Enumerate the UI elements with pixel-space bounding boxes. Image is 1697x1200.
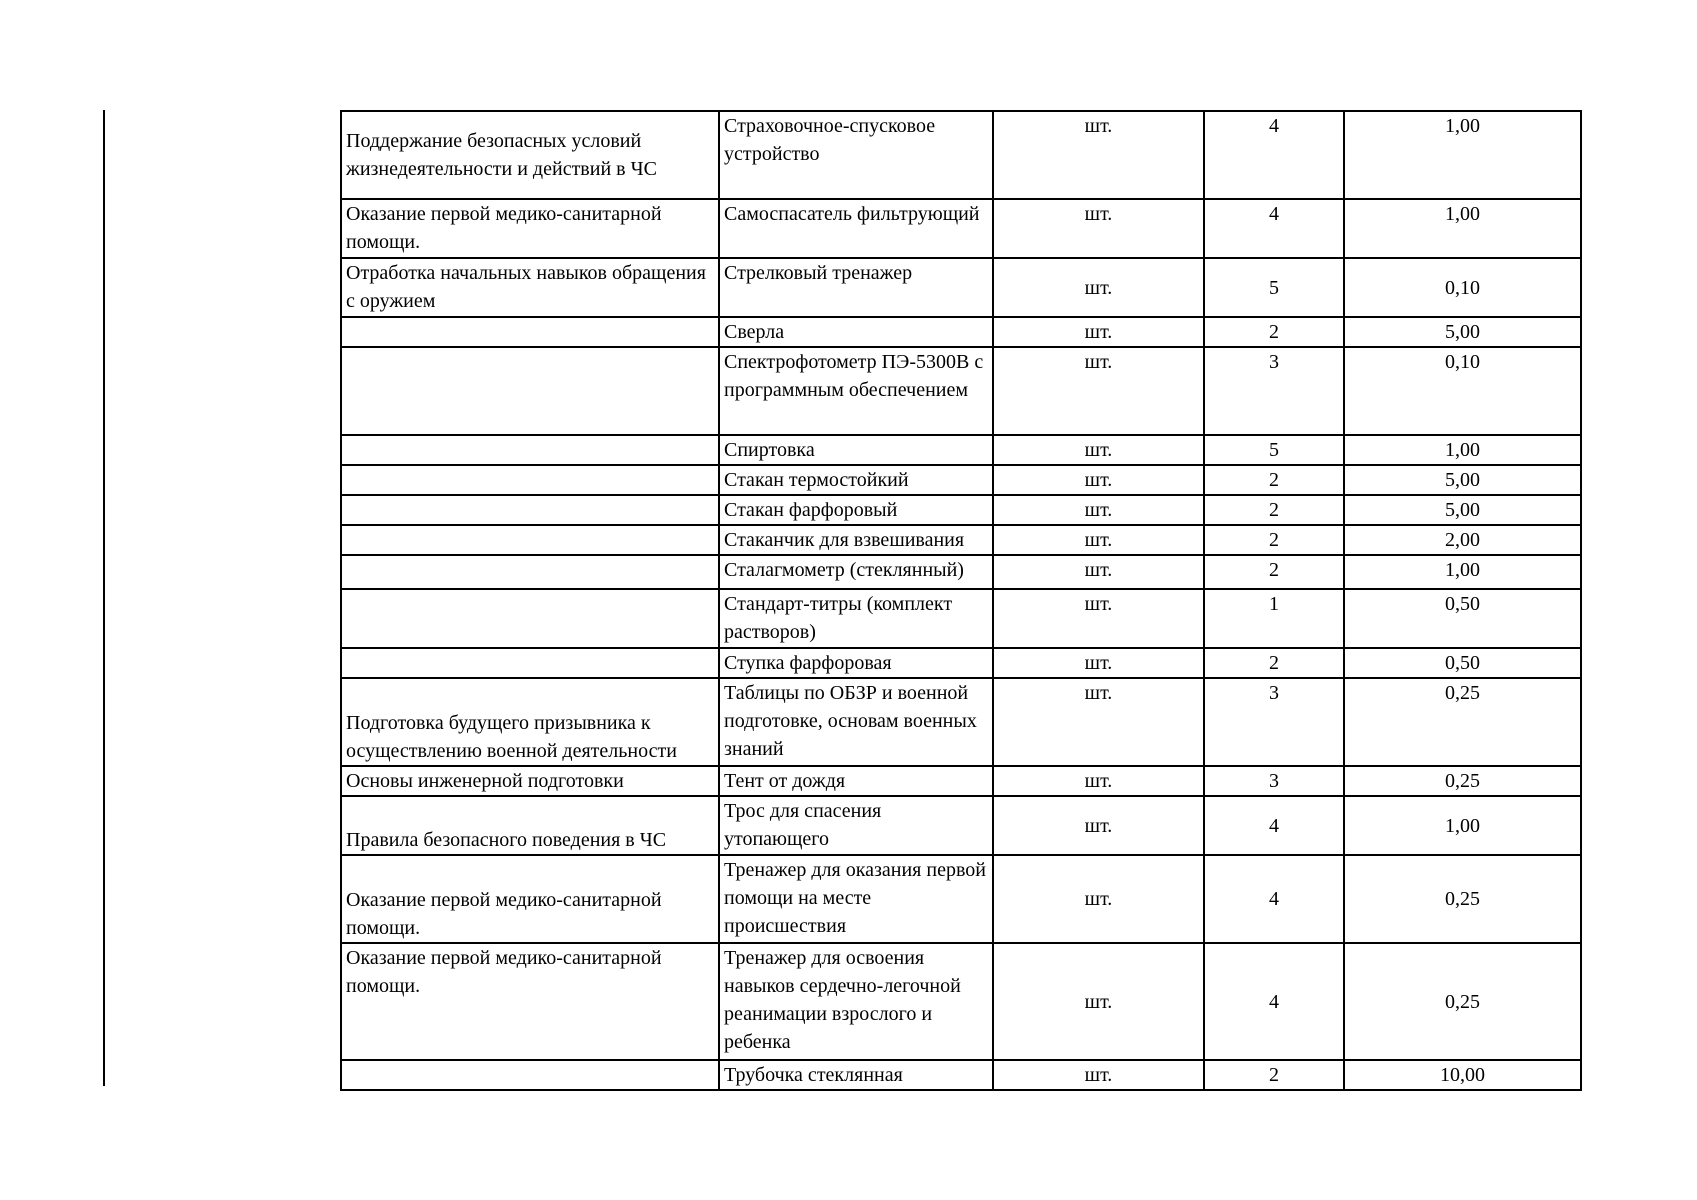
norm-cell: 5,00 [1344,317,1581,347]
unit-cell: шт. [993,555,1204,589]
item-name-cell: Спектрофотометр ПЭ-5300В с программным обеспечением [719,347,993,435]
topic-cell: Оказание первой медико-санитарной помощи. [341,855,719,943]
quantity-cell: 3 [1204,347,1344,435]
unit-cell: шт. [993,1060,1204,1090]
item-name-cell: Таблицы по ОБЗР и военной подготовке, основам военных знаний [719,678,993,766]
topic-cell [341,525,719,555]
norm-cell: 1,00 [1344,435,1581,465]
unit-cell: шт. [993,525,1204,555]
unit-cell: шт. [993,855,1204,943]
unit-cell: шт. [993,796,1204,855]
table-row [341,258,1581,317]
topic-cell: Правила безопасного поведения в ЧС [341,796,719,855]
table-row [341,855,1581,943]
norm-cell: 0,50 [1344,648,1581,678]
table-row [341,1060,1581,1090]
item-name-cell: Тент от дождя [719,766,993,796]
quantity-cell: 3 [1204,678,1344,766]
table-row [341,317,1581,347]
table-row [341,766,1581,796]
topic-cell [341,589,719,648]
topic-cell: Основы инженерной подготовки [341,766,719,796]
unit-cell: шт. [993,435,1204,465]
norm-cell: 1,00 [1344,796,1581,855]
quantity-cell: 2 [1204,495,1344,525]
item-name-cell: Стакан термостойкий [719,465,993,495]
table-row [341,589,1581,648]
norm-cell: 0,25 [1344,766,1581,796]
quantity-cell: 2 [1204,1060,1344,1090]
table-row [341,525,1581,555]
topic-cell [341,317,719,347]
norm-cell: 2,00 [1344,525,1581,555]
norm-cell: 0,25 [1344,678,1581,766]
table-row [341,111,1581,199]
topic-cell [341,678,719,766]
quantity-cell: 4 [1204,943,1344,1060]
item-name-cell: Тренажер для освоения навыков сердечно-легочной реанимации взрослого и ребенка [719,943,993,1060]
topic-cell [341,1060,719,1090]
quantity-cell: 5 [1204,435,1344,465]
item-name-cell: Стаканчик для взвешивания [719,525,993,555]
item-name-cell: Сталагмометр (стеклянный) [719,555,993,589]
norm-cell: 5,00 [1344,495,1581,525]
quantity-cell: 2 [1204,648,1344,678]
quantity-cell: 4 [1204,111,1344,199]
norm-cell: 0,25 [1344,855,1581,943]
quantity-cell: 1 [1204,589,1344,648]
unit-cell: шт. [993,199,1204,258]
norm-cell: 1,00 [1344,555,1581,589]
unit-cell: шт. [993,111,1204,199]
unit-cell: шт. [993,317,1204,347]
quantity-cell: 3 [1204,766,1344,796]
item-name-cell: Трос для спасения утопающего [719,796,993,855]
equipment-table [340,110,1582,1091]
topic-cell: Оказание первой медико-санитарной помощи. [341,943,719,1060]
table-row [341,648,1581,678]
quantity-cell: 4 [1204,796,1344,855]
unit-cell: шт. [993,678,1204,766]
quantity-cell: 5 [1204,258,1344,317]
item-name-cell: Сверла [719,317,993,347]
unit-cell: шт. [993,766,1204,796]
norm-cell: 5,00 [1344,465,1581,495]
unit-cell: шт. [993,648,1204,678]
table-row [341,796,1581,855]
norm-cell: 10,00 [1344,1060,1581,1090]
item-name-cell: Самоспасатель фильтрующий [719,199,993,258]
unit-cell: шт. [993,589,1204,648]
item-name-cell: Стрелковый тренажер [719,258,993,317]
topic-cell [341,648,719,678]
norm-cell: 1,00 [1344,199,1581,258]
topic-cell [341,555,719,589]
topic-cell [341,495,719,525]
item-name-cell: Стакан фарфоровый [719,495,993,525]
table-row [341,678,1581,766]
table-row [341,347,1581,435]
topic-cell [341,347,719,435]
unit-cell: шт. [993,465,1204,495]
item-name-cell: Стандарт-титры (комплект растворов) [719,589,993,648]
item-name-cell: Страховочное-спусковое устройство [719,111,993,199]
norm-cell: 0,10 [1344,347,1581,435]
page-margin-line [103,110,105,1086]
item-name-cell: Ступка фарфоровая [719,648,993,678]
quantity-cell: 2 [1204,317,1344,347]
quantity-cell: 2 [1204,465,1344,495]
quantity-cell: 2 [1204,555,1344,589]
table-row [341,199,1581,258]
item-name-cell: Спиртовка [719,435,993,465]
topic-text: Подготовка будущего призывника к осуществлению военной деятельности [346,712,677,762]
table-row [341,943,1581,1060]
topic-cell: Отработка начальных навыков обращения с оружием [341,258,719,317]
norm-cell: 0,10 [1344,258,1581,317]
table-row [341,465,1581,495]
quantity-cell: 4 [1204,199,1344,258]
unit-cell: шт. [993,258,1204,317]
topic-cell [341,435,719,465]
quantity-cell: 4 [1204,855,1344,943]
item-name-cell: Трубочка стеклянная [719,1060,993,1090]
unit-cell: шт. [993,495,1204,525]
table-row [341,495,1581,525]
table-row [341,435,1581,465]
norm-cell: 1,00 [1344,111,1581,199]
quantity-cell: 2 [1204,525,1344,555]
item-name-cell: Тренажер для оказания первой помощи на месте происшествия [719,855,993,943]
topic-cell: Оказание первой медико-санитарной помощи. [341,199,719,258]
topic-cell: Поддержание безопасных условий жизнедеятельности и действий в ЧС [341,111,719,199]
unit-cell: шт. [993,943,1204,1060]
norm-cell: 0,25 [1344,943,1581,1060]
topic-cell [341,465,719,495]
norm-cell: 0,50 [1344,589,1581,648]
table-row [341,555,1581,589]
unit-cell: шт. [993,347,1204,435]
